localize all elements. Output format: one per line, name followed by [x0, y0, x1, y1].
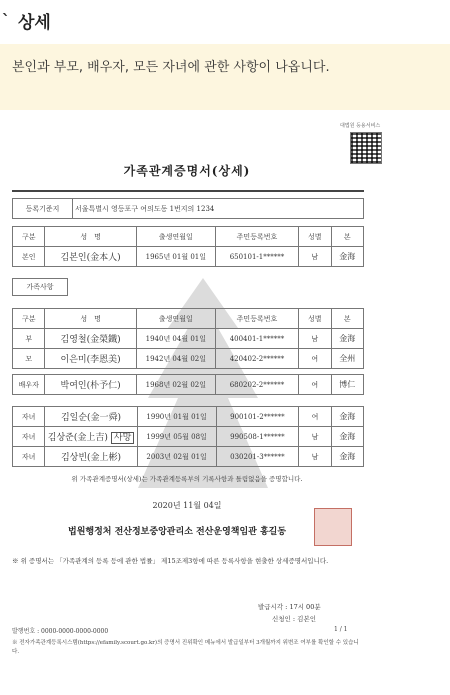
- table-row: [13, 427, 364, 447]
- row-type: 부: [13, 329, 45, 349]
- header-origin: 본: [331, 309, 364, 329]
- row-id: 680202-2******: [215, 375, 298, 395]
- row-type: 자녀: [13, 447, 45, 467]
- row-name: 김일순(金一舜): [45, 407, 137, 427]
- table-row: [13, 247, 364, 267]
- table-row: [13, 349, 364, 369]
- row-origin: 金海: [331, 329, 364, 349]
- header-name: 성 명: [45, 309, 136, 329]
- certification-text: 위 가족관계증명서(상세)는 가족관계등록부의 기록사항과 틀림없음을 증명합니다.: [71, 475, 303, 483]
- row-origin: 全州: [331, 349, 364, 369]
- row-name: 김본인(金本人): [45, 247, 136, 267]
- issue-time: 발급시각 : 17시 00분: [258, 603, 321, 611]
- row-birth: 1990년 01월 01일: [137, 407, 216, 427]
- row-name: 김영철(金榮鐵): [45, 329, 136, 349]
- row-origin: 金海: [331, 247, 364, 267]
- deceased-tag: 사망: [111, 432, 134, 444]
- row-name: 이은미(李恩美): [45, 349, 136, 369]
- row-type: 배우자: [13, 375, 45, 395]
- table-row: [13, 407, 364, 427]
- section-mark: ˋ: [2, 10, 10, 30]
- header-name: 성 명: [45, 227, 136, 247]
- section-title: 상세: [18, 12, 51, 33]
- row-id: 900101-2******: [216, 407, 299, 427]
- qr-badge: 대법원 등용서비스: [340, 123, 381, 129]
- section-header: [0, 0, 450, 40]
- footer-note: ※ 전자가족관계등록시스템(https://efamily.scourt.go.kr)의 증명서 진위확인 메뉴에서 발급일부터 3개월까지 위변조 여부를 확인할 수 있습니다.: [12, 640, 359, 655]
- issue-date: 2020년 11월 04일: [152, 501, 222, 510]
- row-gender: 여: [299, 407, 331, 427]
- row-gender: 여: [299, 375, 331, 395]
- registration-value: 서울특별시 영등포구 여의도동 1번지의 1234: [73, 199, 364, 219]
- row-birth: 1942년 04월 02일: [136, 349, 215, 369]
- row-gender: 여: [299, 349, 331, 369]
- row-gender: 남: [299, 447, 331, 467]
- table-row: [13, 375, 364, 395]
- header-type: 구분: [13, 309, 45, 329]
- page-number: 1 / 1: [334, 626, 348, 633]
- header-gender: 성별: [299, 227, 331, 247]
- row-origin: 博仁: [331, 375, 364, 395]
- child-name: 김상준(金上吉): [47, 433, 108, 443]
- row-id: 420402-2******: [215, 349, 298, 369]
- row-type: 본인: [13, 247, 45, 267]
- official-seal-icon: [314, 508, 352, 546]
- header-origin: 본: [331, 227, 364, 247]
- header-gender: 성별: [299, 309, 331, 329]
- document-title: 가족관계증명서(상세): [123, 164, 251, 178]
- header-type: 구분: [13, 227, 45, 247]
- certificate-document: [0, 118, 450, 695]
- callout-text: 본인과 부모, 배우자, 모든 자녀에 관한 사항이 나옵니다.: [12, 60, 330, 75]
- row-origin: 金海: [331, 427, 363, 447]
- header-id: 주민등록번호: [215, 227, 298, 247]
- qr-code-icon: [350, 132, 382, 164]
- row-id: 990508-1******: [216, 427, 299, 447]
- row-name: 박여인(朴予仁): [45, 375, 136, 395]
- row-birth: 1965년 01월 01일: [136, 247, 215, 267]
- row-birth: 2003년 02월 01일: [137, 447, 216, 467]
- info-callout: [0, 44, 450, 110]
- issuer: 법원행정처 전산정보중앙관리소 전산운영책임관 홍길동: [68, 527, 287, 537]
- row-id: 030201-3******: [216, 447, 299, 467]
- title-rule: [12, 190, 364, 192]
- legal-note: ※ 위 증명서는 「가족관계의 등록 등에 관한 법률」 제15조제3항에 따른 등록사항을 현출한 상세증명서입니다.: [12, 557, 329, 565]
- row-type: 자녀: [13, 407, 45, 427]
- registration-label: 등록기준지: [13, 199, 73, 219]
- row-birth: 1968년 02월 02일: [136, 375, 215, 395]
- header-id: 주민등록번호: [215, 309, 298, 329]
- spouse-table: [12, 374, 364, 395]
- parents-table: [12, 308, 364, 369]
- row-gender: 남: [299, 427, 331, 447]
- row-gender: 남: [299, 329, 331, 349]
- registration-table: [12, 198, 364, 219]
- row-birth: 1940년 04월 01일: [136, 329, 215, 349]
- family-section-label: 가족사항: [12, 278, 68, 296]
- row-gender: 남: [299, 247, 331, 267]
- table-row: [13, 447, 364, 467]
- row-type: 자녀: [13, 427, 45, 447]
- row-type: 모: [13, 349, 45, 369]
- issue-number: 발행번호 : 0000-0000-0000-0000: [12, 628, 109, 635]
- header-birth: 출생연월일: [136, 227, 215, 247]
- row-id: 650101-1******: [215, 247, 298, 267]
- row-origin: 金海: [331, 407, 363, 427]
- self-table: [12, 226, 364, 267]
- row-id: 400401-1******: [215, 329, 298, 349]
- row-origin: 金海: [331, 447, 363, 467]
- row-name: 김상빈(金上彬): [45, 447, 137, 467]
- certificate-sheet: [8, 118, 381, 695]
- children-table: [12, 406, 364, 467]
- table-row: [13, 329, 364, 349]
- applicant: 신청인 : 김본인: [272, 615, 316, 623]
- row-name: [45, 427, 137, 447]
- table-header-row: [13, 227, 364, 247]
- header-birth: 출생연월일: [136, 309, 215, 329]
- table-header-row: [13, 309, 364, 329]
- row-birth: 1999년 05월 08일: [137, 427, 216, 447]
